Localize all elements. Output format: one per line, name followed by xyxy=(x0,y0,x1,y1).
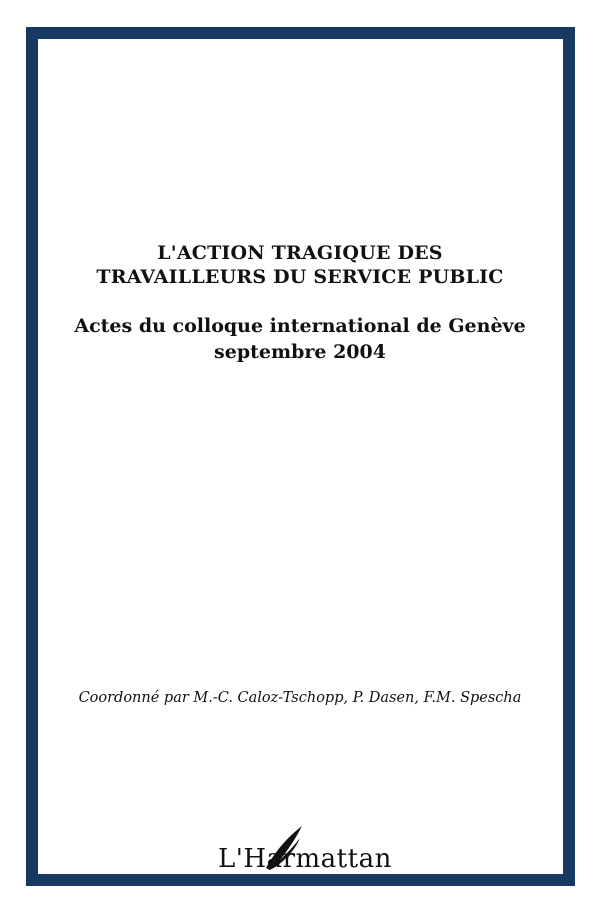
subtitle-line-2: septembre 2004 xyxy=(214,341,386,363)
book-title xyxy=(0,241,600,289)
publisher-name: L'Harmattan xyxy=(218,844,392,874)
title-line-2: TRAVAILLEURS DU SERVICE PUBLIC xyxy=(96,266,504,288)
title-line-1: L'ACTION TRAGIQUE DES xyxy=(157,242,443,264)
book-subtitle xyxy=(0,313,600,365)
editors-credit: Coordonné par M.-C. Caloz-Tschopp, P. Dasen, F.M. Spescha xyxy=(78,690,522,706)
subtitle-line-1: Actes du colloque international de Genève xyxy=(74,315,526,337)
cover-border-frame xyxy=(26,27,575,886)
publisher-logo xyxy=(214,824,394,874)
